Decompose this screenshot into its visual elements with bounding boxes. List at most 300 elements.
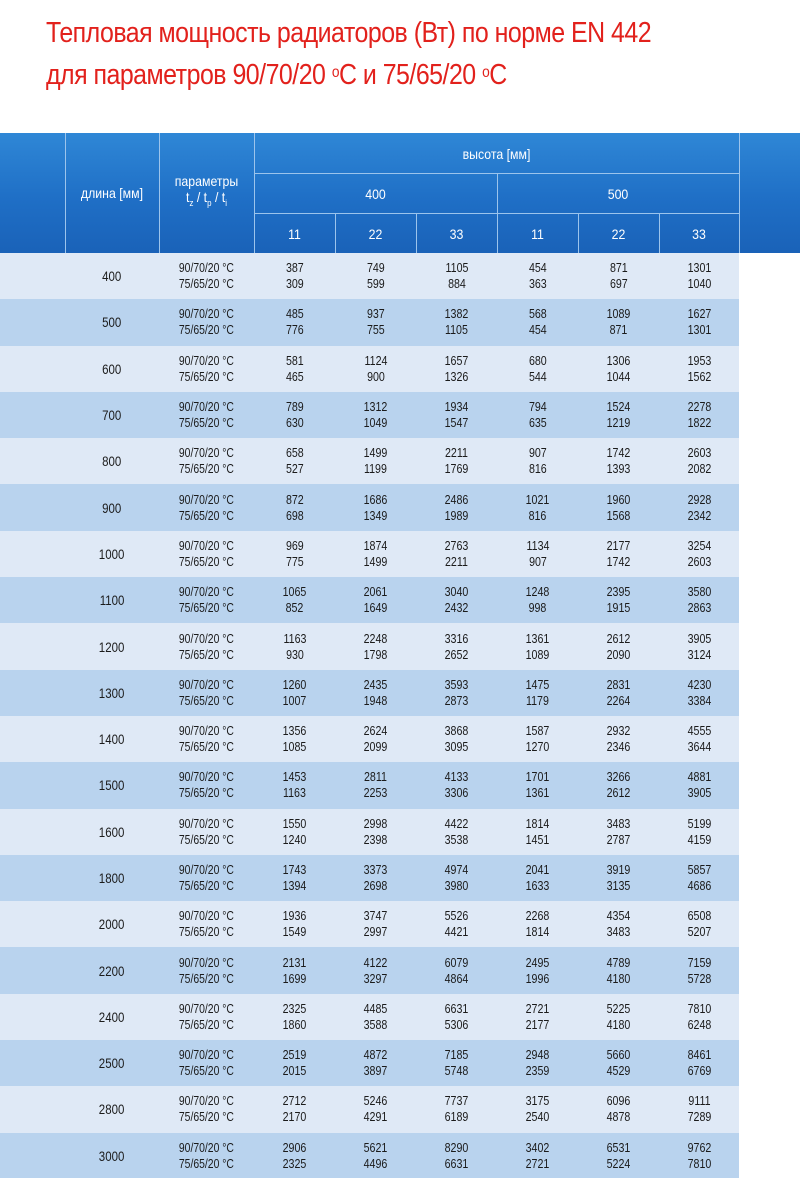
value-75-65: 2264 (606, 692, 631, 708)
value-90-70: 1248 (525, 584, 550, 600)
length-value: 1600 (99, 823, 125, 840)
value-75-65: 3980 (444, 878, 469, 893)
value-90-70: 1960 (606, 491, 631, 507)
value-cell (578, 253, 659, 299)
value-cell (416, 299, 497, 345)
type-header: 33 (692, 226, 706, 242)
value-90-70: 2495 (525, 954, 550, 970)
row-margin-cell (0, 484, 65, 530)
height-500-header: 500 (607, 186, 629, 202)
value-cell (578, 1040, 659, 1086)
value-pair (286, 353, 304, 385)
length-cell (65, 531, 159, 577)
value-cell (254, 438, 335, 484)
value-cell (497, 670, 578, 716)
value-cell (659, 392, 739, 438)
params-cell (159, 716, 254, 762)
value-pair (687, 677, 711, 709)
formula-t: t (186, 189, 190, 205)
params-cell (159, 994, 254, 1040)
value-90-70: 1301 (687, 260, 711, 276)
value-pair (610, 260, 628, 292)
value-90-70: 658 (285, 445, 304, 461)
row-margin-cell (739, 438, 800, 484)
param-label: 75/65/20 °C (178, 692, 235, 708)
length-cell (65, 855, 159, 901)
value-90-70: 2435 (363, 676, 388, 692)
param-label: 90/70/20 °C (178, 769, 235, 785)
value-cell (416, 947, 497, 993)
row-margin-cell (739, 392, 800, 438)
value-75-65: 4421 (444, 924, 469, 940)
value-75-65: 4878 (606, 1109, 631, 1125)
params-cell (159, 762, 254, 808)
value-75-65: 465 (285, 368, 304, 384)
value-90-70: 4122 (363, 954, 388, 970)
value-cell (254, 392, 335, 438)
value-75-65: 599 (366, 276, 385, 292)
length-cell (65, 1040, 159, 1086)
divider (416, 213, 417, 253)
length-value: 600 (102, 360, 122, 377)
value-cell (659, 623, 739, 669)
value-cell (254, 994, 335, 1040)
value-75-65: 2863 (687, 600, 711, 616)
value-cell (497, 994, 578, 1040)
value-75-65: 5306 (444, 1016, 469, 1032)
value-cell (416, 762, 497, 808)
value-pair (607, 816, 631, 848)
value-75-65: 2090 (606, 646, 631, 662)
row-margin-cell (0, 670, 65, 716)
value-90-70: 1134 (526, 537, 549, 553)
param-label: 90/70/20 °C (178, 954, 235, 970)
value-90-70: 9762 (687, 1139, 711, 1155)
value-90-70: 680 (528, 352, 547, 368)
params-cell (159, 855, 254, 901)
value-cell (254, 484, 335, 530)
value-75-65: 1769 (444, 461, 469, 477)
value-pair (364, 1047, 388, 1079)
value-cell (254, 809, 335, 855)
value-pair (445, 955, 469, 987)
value-cell (497, 947, 578, 993)
value-pair (283, 862, 307, 894)
value-75-65: 2432 (444, 600, 469, 616)
table-row (0, 438, 800, 484)
value-pair (526, 492, 550, 524)
length-value: 3000 (99, 1147, 125, 1164)
value-cell (254, 670, 335, 716)
param-label: 90/70/20 °C (178, 1047, 235, 1063)
params-pair (179, 816, 234, 848)
value-90-70: 7737 (444, 1093, 469, 1109)
value-75-65: 1860 (282, 1016, 307, 1032)
value-90-70: 1874 (363, 537, 388, 553)
value-90-70: 1550 (282, 815, 307, 831)
row-margin-cell (739, 1040, 800, 1086)
value-75-65: 1240 (282, 831, 307, 847)
table-header (0, 133, 800, 253)
value-75-65: 1270 (525, 739, 550, 755)
value-90-70: 1089 (606, 306, 631, 322)
value-90-70: 1587 (525, 723, 550, 739)
value-90-70: 871 (609, 260, 628, 276)
value-75-65: 309 (285, 276, 304, 292)
row-margin-cell (739, 346, 800, 392)
value-cell (578, 901, 659, 947)
value-90-70: 5660 (606, 1047, 631, 1063)
value-pair (364, 908, 388, 940)
value-cell (335, 484, 416, 530)
param-label: 90/70/20 °C (178, 491, 235, 507)
value-pair (526, 677, 550, 709)
param-label: 90/70/20 °C (178, 815, 235, 831)
value-90-70: 1499 (363, 445, 388, 461)
value-cell (659, 947, 739, 993)
divider (335, 213, 336, 253)
value-90-70: 4881 (687, 769, 711, 785)
row-margin-cell (739, 670, 800, 716)
value-pair (607, 723, 631, 755)
value-cell (578, 484, 659, 530)
param-label: 75/65/20 °C (178, 368, 235, 384)
params-pair (179, 862, 234, 894)
value-90-70: 7159 (687, 954, 711, 970)
params-cell (159, 1040, 254, 1086)
value-pair (526, 631, 550, 663)
value-90-70: 3316 (444, 630, 469, 646)
value-pair (526, 538, 549, 570)
title-text-a: для параметров 90/70/20 (46, 59, 332, 91)
value-cell (335, 947, 416, 993)
value-90-70: 485 (285, 306, 304, 322)
value-pair (286, 260, 304, 292)
value-75-65: 1394 (282, 878, 307, 893)
value-75-65: 4291 (363, 1109, 388, 1125)
value-90-70: 2712 (282, 1093, 307, 1109)
row-margin-cell (0, 809, 65, 855)
value-75-65: 3897 (363, 1063, 388, 1079)
value-pair (283, 769, 307, 801)
value-90-70: 2906 (282, 1139, 307, 1155)
value-90-70: 7810 (687, 1000, 711, 1016)
type-header: 33 (449, 226, 464, 242)
value-90-70: 1382 (444, 306, 469, 322)
value-90-70: 2721 (525, 1000, 550, 1016)
value-cell (335, 346, 416, 392)
params-cell (159, 299, 254, 345)
value-75-65: 930 (285, 646, 304, 662)
value-cell (416, 577, 497, 623)
length-cell (65, 346, 159, 392)
value-75-65: 2082 (687, 461, 711, 477)
value-90-70: 8290 (444, 1139, 469, 1155)
value-90-70: 2177 (606, 537, 631, 553)
value-75-65: 1562 (687, 368, 711, 384)
value-90-70: 937 (366, 306, 385, 322)
param-label: 75/65/20 °C (178, 924, 235, 940)
value-75-65: 1451 (525, 831, 550, 847)
value-pair (607, 538, 631, 570)
value-pair (364, 723, 388, 755)
value-90-70: 4789 (606, 954, 631, 970)
value-pair (607, 399, 631, 431)
row-margin-cell (739, 299, 800, 345)
length-value: 400 (102, 268, 122, 285)
value-90-70: 9111 (687, 1093, 711, 1109)
table-row (0, 299, 800, 345)
value-pair (445, 908, 469, 940)
value-pair (364, 492, 388, 524)
length-value: 1000 (99, 545, 125, 562)
value-90-70: 2948 (525, 1047, 550, 1063)
params-cell (159, 438, 254, 484)
value-90-70: 4354 (606, 908, 631, 924)
value-75-65: 1326 (444, 368, 469, 384)
value-pair (286, 538, 304, 570)
row-margin-cell (739, 253, 800, 299)
params-cell (159, 947, 254, 993)
params-pair (179, 353, 234, 385)
value-cell (659, 670, 739, 716)
value-cell (254, 623, 335, 669)
row-margin-cell (739, 716, 800, 762)
param-label: 90/70/20 °C (178, 352, 235, 368)
row-margin-cell (739, 577, 800, 623)
value-75-65: 4180 (606, 1016, 631, 1032)
param-label: 75/65/20 °C (178, 739, 235, 755)
value-pair (283, 631, 306, 663)
value-75-65: 998 (528, 600, 547, 616)
value-pair (607, 584, 631, 616)
value-pair (364, 677, 388, 709)
value-pair (286, 492, 304, 524)
param-label: 75/65/20 °C (178, 1155, 235, 1171)
value-90-70: 2763 (444, 537, 469, 553)
length-value: 2000 (99, 916, 125, 933)
value-cell (335, 623, 416, 669)
params-pair (179, 1001, 234, 1033)
value-75-65: 1007 (282, 692, 307, 708)
value-cell (578, 623, 659, 669)
param-label: 75/65/20 °C (178, 415, 235, 431)
table-row (0, 762, 800, 808)
value-pair (445, 677, 469, 709)
value-90-70: 1163 (283, 630, 306, 646)
length-value: 1800 (99, 870, 125, 886)
param-label: 75/65/20 °C (178, 1063, 235, 1079)
value-75-65: 363 (528, 276, 547, 292)
value-75-65: 3124 (687, 646, 711, 662)
value-75-65: 5207 (687, 924, 711, 940)
params-cell (159, 1133, 254, 1178)
value-pair (607, 1140, 631, 1172)
value-90-70: 3593 (444, 676, 469, 692)
title-text-c: C (489, 59, 507, 91)
value-75-65: 1742 (606, 553, 631, 569)
value-pair (687, 492, 711, 524)
value-pair (364, 1093, 388, 1125)
value-90-70: 1306 (606, 352, 631, 368)
formula-t: / t (193, 189, 208, 205)
value-cell (659, 716, 739, 762)
table-row (0, 670, 800, 716)
param-label: 75/65/20 °C (178, 276, 235, 292)
value-pair (283, 584, 307, 616)
row-margin-cell (0, 577, 65, 623)
type-header: 11 (288, 226, 301, 242)
divider (497, 173, 498, 253)
value-cell (578, 392, 659, 438)
table-row (0, 623, 800, 669)
param-label: 90/70/20 °C (178, 1093, 235, 1109)
value-75-65: 1699 (282, 970, 307, 986)
value-cell (254, 1086, 335, 1132)
value-cell (335, 1086, 416, 1132)
param-label: 75/65/20 °C (178, 831, 235, 847)
value-90-70: 1627 (687, 306, 711, 322)
value-90-70: 1936 (282, 908, 307, 924)
value-cell (659, 1133, 739, 1178)
table-row (0, 901, 800, 947)
value-cell (416, 670, 497, 716)
value-cell (335, 531, 416, 577)
params-pair (179, 631, 234, 663)
value-cell (578, 994, 659, 1040)
value-90-70: 2041 (525, 862, 550, 877)
value-90-70: 794 (528, 399, 547, 415)
length-cell (65, 299, 159, 345)
value-75-65: 527 (285, 461, 304, 477)
length-value: 2400 (99, 1008, 125, 1025)
value-pair (445, 353, 469, 385)
value-75-65: 1649 (363, 600, 388, 616)
degree-mark: o (331, 64, 339, 81)
value-pair (529, 353, 547, 385)
param-label: 90/70/20 °C (178, 1000, 235, 1016)
type-header: 22 (368, 226, 383, 242)
value-cell (254, 762, 335, 808)
divider (659, 213, 660, 253)
value-pair (607, 769, 631, 801)
value-pair (364, 399, 388, 431)
value-pair (607, 677, 631, 709)
value-pair (364, 584, 388, 616)
value-cell (416, 484, 497, 530)
value-90-70: 5246 (363, 1093, 388, 1109)
value-90-70: 3254 (687, 537, 711, 553)
row-margin-cell (0, 1086, 65, 1132)
value-75-65: 2342 (687, 507, 711, 523)
value-cell (335, 299, 416, 345)
length-value: 1100 (99, 592, 125, 609)
param-label: 90/70/20 °C (178, 676, 235, 692)
value-pair (687, 1093, 711, 1125)
value-pair (367, 260, 385, 292)
row-margin-cell (0, 1040, 65, 1086)
value-pair (529, 399, 547, 431)
value-90-70: 2248 (363, 630, 388, 646)
value-cell (659, 438, 739, 484)
length-value: 1300 (99, 684, 125, 701)
value-pair (364, 631, 388, 663)
table-body (0, 253, 800, 1178)
value-pair (687, 353, 711, 385)
value-75-65: 630 (285, 415, 304, 431)
value-pair (364, 816, 388, 848)
value-pair (526, 723, 550, 755)
height-400-header: 400 (365, 186, 386, 202)
value-90-70: 789 (285, 399, 304, 415)
length-cell (65, 253, 159, 299)
value-90-70: 2061 (363, 584, 388, 600)
title-line-2 (46, 54, 682, 96)
value-75-65: 2325 (282, 1155, 307, 1171)
value-cell (416, 531, 497, 577)
param-label: 90/70/20 °C (178, 306, 235, 322)
params-cell (159, 670, 254, 716)
value-90-70: 4485 (363, 1000, 388, 1016)
value-75-65: 1049 (363, 415, 388, 431)
value-75-65: 454 (528, 322, 547, 338)
params-cell (159, 809, 254, 855)
value-cell (416, 438, 497, 484)
divider (254, 133, 255, 253)
value-90-70: 1701 (525, 769, 550, 785)
value-cell (659, 253, 739, 299)
value-pair (529, 306, 547, 338)
value-90-70: 3402 (525, 1139, 550, 1155)
table-row (0, 1040, 800, 1086)
value-90-70: 454 (528, 260, 547, 276)
value-90-70: 907 (528, 445, 547, 461)
value-pair (526, 1047, 550, 1079)
value-pair (526, 1001, 550, 1033)
length-value: 900 (102, 499, 122, 516)
value-cell (416, 392, 497, 438)
value-cell (497, 531, 578, 577)
value-90-70: 1105 (445, 260, 468, 276)
param-label: 75/65/20 °C (178, 553, 235, 569)
value-75-65: 1219 (606, 415, 631, 431)
value-cell (335, 994, 416, 1040)
value-pair (445, 1001, 469, 1033)
row-margin-cell (0, 762, 65, 808)
value-90-70: 2519 (282, 1047, 307, 1063)
value-90-70: 1453 (282, 769, 307, 785)
value-75-65: 1361 (525, 785, 550, 801)
value-cell (578, 299, 659, 345)
value-75-65: 698 (285, 507, 304, 523)
value-90-70: 969 (285, 537, 304, 553)
value-pair (283, 1140, 307, 1172)
value-cell (335, 1040, 416, 1086)
value-90-70: 2831 (606, 676, 631, 692)
value-cell (497, 299, 578, 345)
value-75-65: 544 (528, 368, 547, 384)
value-cell (335, 901, 416, 947)
value-pair (364, 445, 388, 477)
value-pair (283, 1001, 307, 1033)
value-cell (659, 855, 739, 901)
params-pair (179, 677, 234, 709)
value-cell (497, 901, 578, 947)
value-cell (659, 1086, 739, 1132)
value-pair (283, 677, 307, 709)
value-75-65: 5748 (444, 1063, 469, 1079)
value-cell (416, 623, 497, 669)
